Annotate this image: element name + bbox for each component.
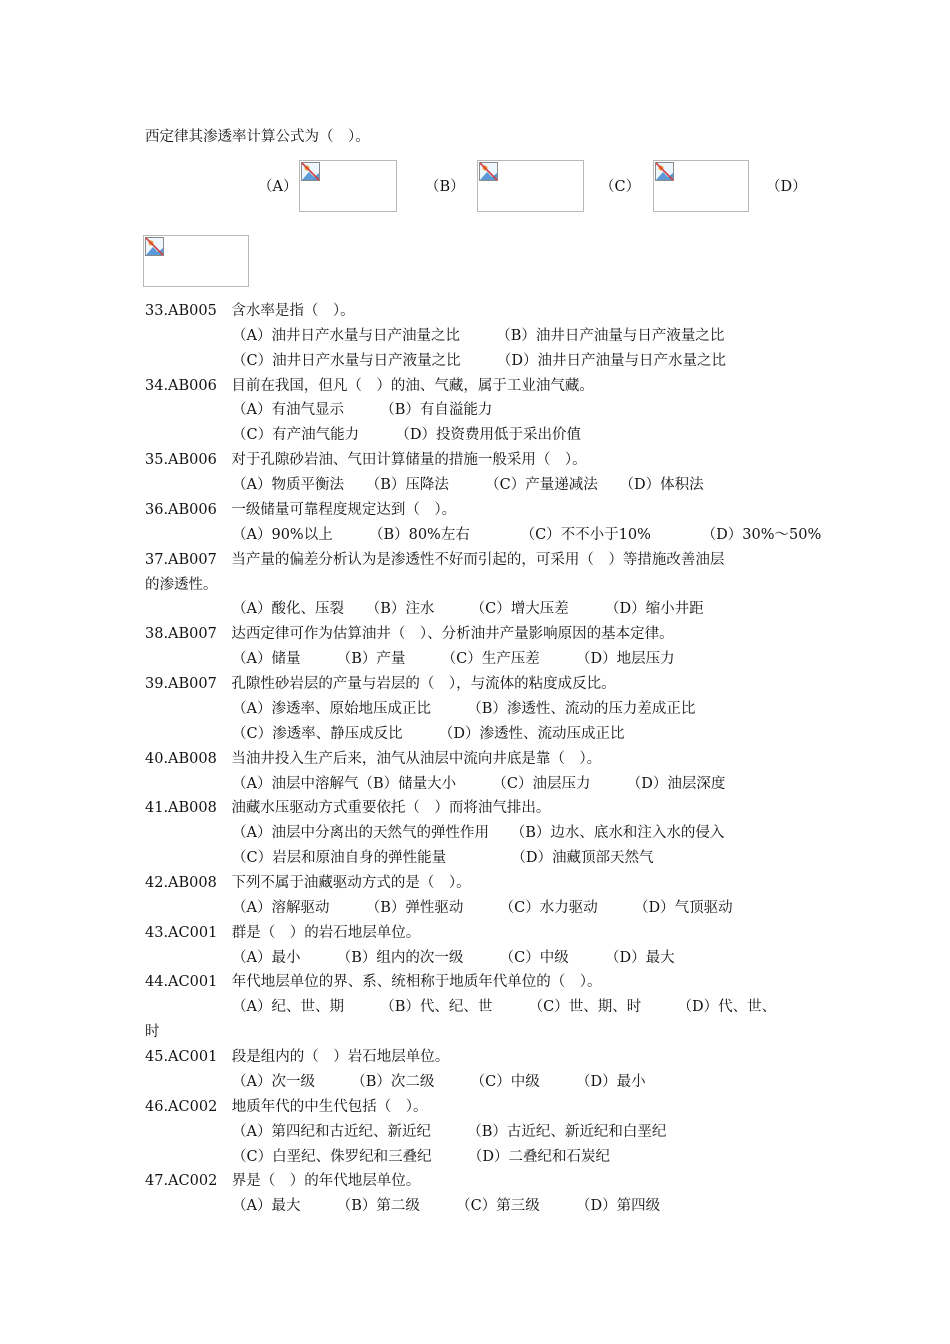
question-stem: 42.AB008 下列不属于油藏驱动方式的是（ ）。 bbox=[145, 875, 471, 891]
question-options: （C）白垩纪、侏罗纪和三叠纪 （D）二叠纪和石炭纪 bbox=[232, 1149, 610, 1165]
broken-image-icon bbox=[300, 161, 322, 183]
formula-image-d bbox=[143, 235, 249, 287]
question-options: （A）油层中溶解气（B）储量大小 （C）油层压力 （D）油层深度 bbox=[232, 776, 726, 792]
question-options: （A）油层中分离出的天然气的弹性作用 （B）边水、底水和注入水的侵入 bbox=[232, 825, 725, 841]
question-options: （A）次一级 （B）次二级 （C）中级 （D）最小 bbox=[232, 1074, 646, 1090]
question-stem: 46.AC002 地质年代的中生代包括（ ）。 bbox=[145, 1099, 428, 1115]
question-stem: 43.AC001 群是（ ）的岩石地层单位。 bbox=[145, 925, 421, 941]
question-options: （A）纪、世、期 （B）代、纪、世 （C）世、期、时 （D）代、世、 bbox=[232, 999, 777, 1015]
question-options: （C）岩层和原油自身的弹性能量 （D）油藏顶部天然气 bbox=[232, 850, 654, 866]
question-options: （C）有产油气能力 （D）投资费用低于采出价值 bbox=[232, 427, 581, 443]
question-options: （A）90%以上 （B）80%左右 （C）不不小于10% （D）30%～50% bbox=[232, 527, 822, 543]
question-options: （A）酸化、压裂 （B）注水 （C）增大压差 （D）缩小井距 bbox=[232, 601, 704, 617]
formula-image-c bbox=[653, 160, 749, 212]
formula-image-b bbox=[477, 160, 584, 212]
question-options: （A）油井日产水量与日产油量之比 （B）油井日产油量与日产液量之比 bbox=[232, 328, 725, 344]
question-options: （C）渗透率、静压成反比 （D）渗透性、流动压成正比 bbox=[232, 726, 625, 742]
broken-image-icon bbox=[478, 161, 500, 183]
formula-image-a bbox=[299, 160, 397, 212]
question-intro: 西定律其渗透率计算公式为（ ）。 bbox=[145, 129, 370, 145]
question-options: （A）溶解驱动 （B）弹性驱动 （C）水力驱动 （D）气顶驱动 bbox=[232, 900, 733, 916]
question-options: （A）储量 （B）产量 （C）生产压差 （D）地层压力 bbox=[232, 651, 675, 667]
question-options: （A）第四纪和古近纪、新近纪 （B）古近纪、新近纪和白垩纪 bbox=[232, 1124, 667, 1140]
question-stem-continued: 的渗透性。 bbox=[145, 577, 218, 593]
question-stem: 45.AC001 段是组内的（ ）岩石地层单位。 bbox=[145, 1049, 450, 1065]
question-stem: 47.AC002 界是（ ）的年代地层单位。 bbox=[145, 1173, 421, 1189]
question-stem: 36.AB006 一级储量可靠程度规定达到（ ）。 bbox=[145, 502, 457, 518]
question-stem: 37.AB007 当产量的偏差分析认为是渗透性不好而引起的，可采用（ ）等措施改善油层 bbox=[145, 552, 725, 568]
question-stem: 41.AB008 油藏水压驱动方式重要依托（ ）而将油气排出。 bbox=[145, 800, 551, 816]
question-options: （A）最小 （B）组内的次一级 （C）中级 （D）最大 bbox=[232, 950, 675, 966]
question-stem: 33.AB005 含水率是指（ ）。 bbox=[145, 303, 355, 319]
choice-label-d: （D） bbox=[766, 179, 807, 195]
question-stem: 34.AB006 目前在我国，但凡（ ）的油、气藏，属于工业油气藏。 bbox=[145, 378, 594, 394]
choice-label-b: （B） bbox=[425, 179, 465, 195]
question-options-continued: 时 bbox=[145, 1024, 160, 1040]
choice-label-c: （C） bbox=[600, 179, 641, 195]
question-options: （A）渗透率、原始地压成正比 （B）渗透性、流动的压力差成正比 bbox=[232, 701, 696, 717]
question-stem: 39.AB007 孔隙性砂岩层的产量与岩层的（ ），与流体的粘度成反比。 bbox=[145, 676, 616, 692]
question-options: （A）物质平衡法 （B）压降法 （C）产量递减法 （D）体积法 bbox=[232, 477, 704, 493]
question-options: （A）最大 （B）第二级 （C）第三级 （D）第四级 bbox=[232, 1198, 661, 1214]
broken-image-icon bbox=[654, 161, 676, 183]
question-stem: 44.AC001 年代地层单位的界、系、统相称于地质年代单位的（ ）。 bbox=[145, 974, 602, 990]
question-options: （A）有油气显示 （B）有自溢能力 bbox=[232, 402, 493, 418]
choice-label-a: （A） bbox=[258, 179, 298, 195]
question-stem: 40.AB008 当油井投入生产后来，油气从油层中流向井底是靠（ ）。 bbox=[145, 751, 602, 767]
question-options: （C）油井日产水量与日产液量之比 （D）油井日产油量与日产水量之比 bbox=[232, 353, 726, 369]
question-stem: 38.AB007 达西定律可作为估算油井（ ）、分析油井产量影响原因的基本定律。 bbox=[145, 626, 674, 642]
question-stem: 35.AB006 对于孔隙砂岩油、气田计算储量的措施一般采用（ ）。 bbox=[145, 452, 587, 468]
broken-image-icon bbox=[144, 236, 166, 258]
